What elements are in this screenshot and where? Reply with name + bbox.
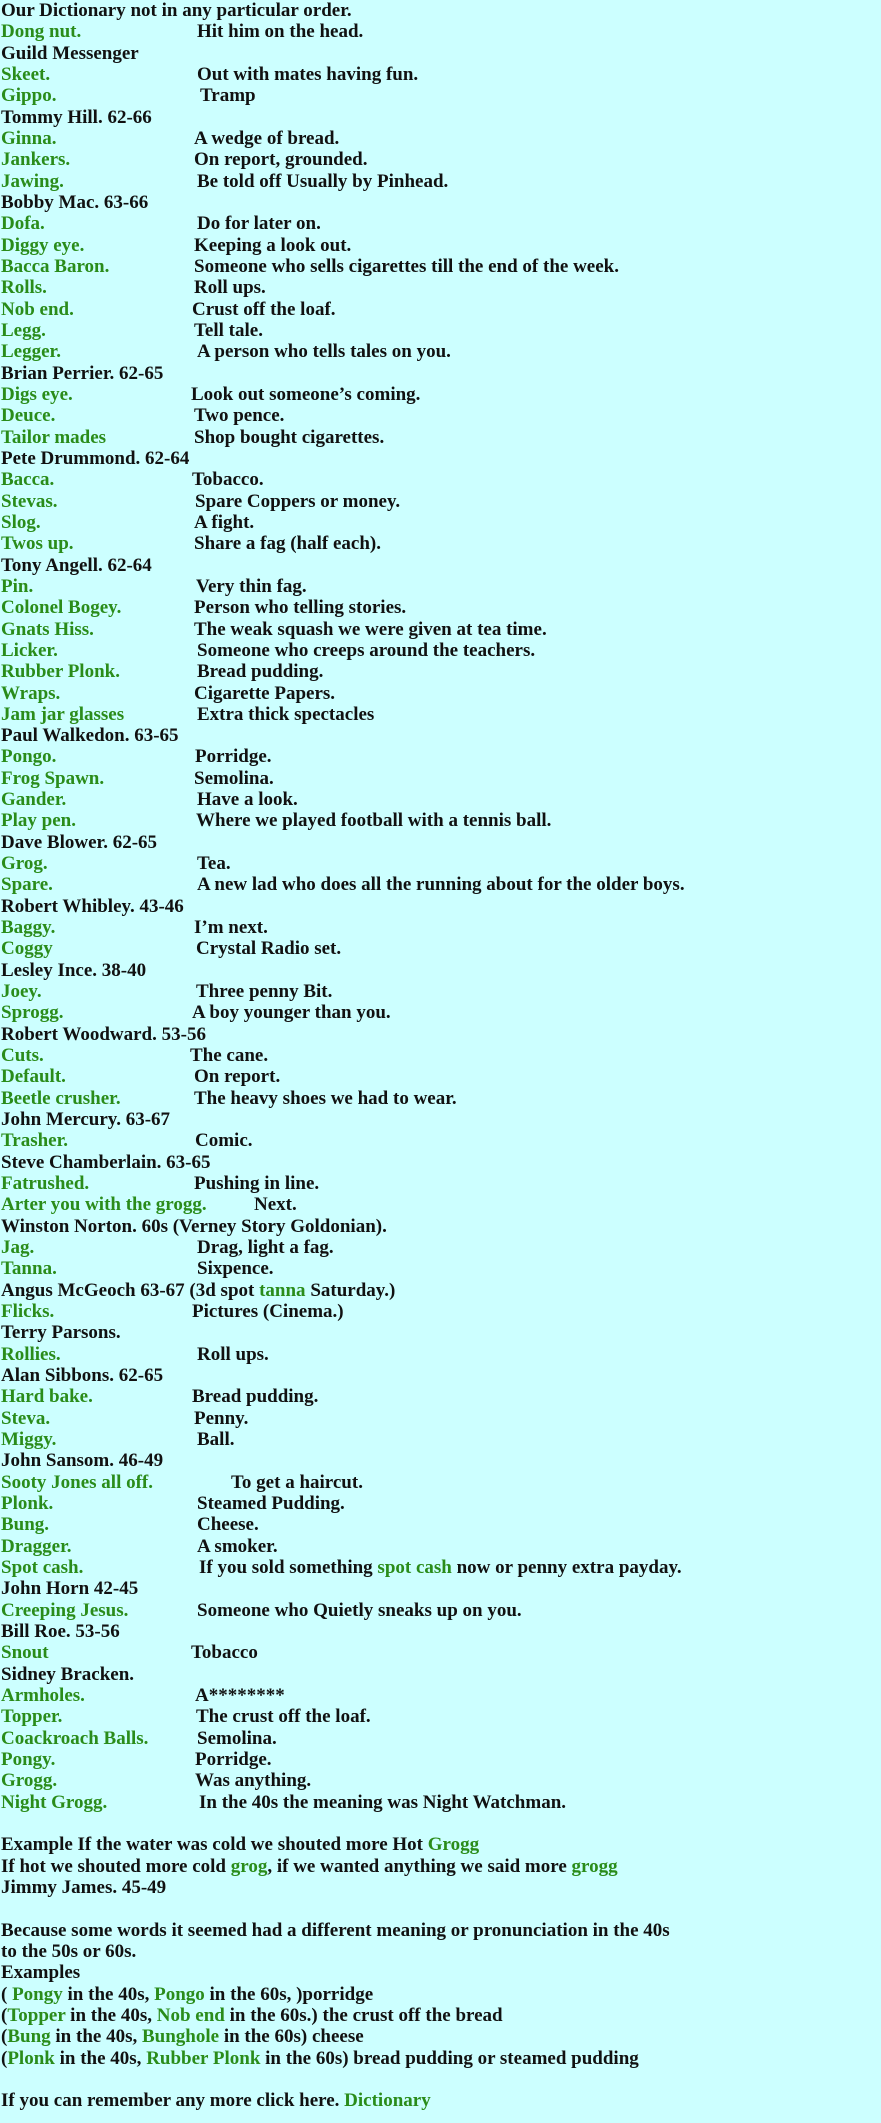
definition-text: If you sold something: [199, 1556, 378, 1578]
entry-definition: Three penny Bit.: [196, 981, 333, 1003]
entry-term: Diggy eye.: [1, 234, 85, 256]
dictionary-entry: [1, 1493, 881, 1514]
dictionary-entry: [1, 1792, 881, 1813]
entry-term: Fatrushed.: [1, 1173, 90, 1195]
contributor-name: Steve Chamberlain. 63-65: [1, 1151, 211, 1173]
entry-term: Dofa.: [1, 213, 45, 235]
entry-definition: A smoker.: [197, 1535, 278, 1557]
entry-term: Wraps.: [1, 682, 61, 704]
entry-term: Frog Spawn.: [1, 767, 105, 789]
contributor-name: Brian Perrier. 62-65: [1, 362, 164, 384]
entry-term: Grogg.: [1, 1770, 58, 1792]
entry-definition: Tell tale.: [194, 319, 263, 341]
entry-definition: Cheese.: [197, 1514, 259, 1536]
entry-term: Pin.: [1, 575, 34, 597]
dictionary-link[interactable]: Dictionary: [344, 2090, 431, 2112]
entry-definition: Comic.: [195, 1130, 253, 1152]
spacer: [1, 2069, 881, 2090]
dictionary-entry: [1, 299, 881, 320]
variant-term-40s: Topper: [7, 2004, 66, 2026]
entry-term: Joey.: [1, 981, 42, 1003]
dictionary-entry: [1, 1173, 881, 1194]
footer-text: If you can remember any more click here.: [1, 2090, 345, 2112]
contributor-name: Terry Parsons.: [1, 1322, 121, 1344]
entry-definition: A new lad who does all the running about for the older boys.: [197, 874, 685, 896]
entry-term: Jankers.: [1, 149, 71, 171]
dictionary-entry: [1, 810, 881, 831]
dictionary-entry: [1, 1429, 881, 1450]
example-term: grog: [230, 1855, 268, 1877]
entry-term: Digs eye.: [1, 383, 73, 405]
entry-term: Jag.: [1, 1237, 35, 1259]
entry-definition: Ball.: [197, 1428, 235, 1450]
dictionary-entry: [1, 149, 881, 170]
example-text: If hot we shouted more cold: [1, 1855, 231, 1877]
entry-term: Pongo.: [1, 746, 57, 768]
entry-definition: A wedge of bread.: [194, 127, 340, 149]
dictionary-entry: [1, 277, 881, 298]
dictionary-entry: [1, 1728, 881, 1749]
dictionary-entry: [1, 789, 881, 810]
dictionary-entry: [1, 683, 881, 704]
entry-definition: The weak squash we were given at tea time.: [194, 618, 547, 640]
dictionary-entry: [1, 640, 881, 661]
variant-text: in the 60s.) the crust off the bread: [224, 2004, 503, 2026]
entry-definition: Crust off the loaf.: [192, 298, 336, 320]
dictionary-entry: [1, 64, 881, 85]
dictionary-entry: [1, 405, 881, 426]
dictionary-entry: [1, 874, 881, 895]
entry-definition: Bread pudding.: [192, 1386, 319, 1408]
footer-line: [1, 2090, 881, 2111]
entry-definition: Next.: [254, 1194, 297, 1216]
dictionary-entry: [1, 768, 881, 789]
entry-term: Topper.: [1, 1706, 63, 1728]
entry-definition: Do for later on.: [197, 213, 321, 235]
dictionary-entry: [1, 1386, 881, 1407]
dictionary-entry: [1, 384, 881, 405]
dictionary-entry: [1, 1472, 881, 1493]
dictionary-entry: [1, 1408, 881, 1429]
variant-term-60s: Bunghole: [141, 2026, 220, 2048]
entry-term: Armholes.: [1, 1684, 85, 1706]
variant-text: in the 60s, )porridge: [204, 1983, 374, 2005]
contributor-name: Robert Whibley. 43-46: [1, 895, 184, 917]
entry-term: Cuts.: [1, 1045, 44, 1067]
contributor-name: Sidney Bracken.: [1, 1663, 135, 1685]
entry-definition: Someone who creeps around the teachers.: [197, 639, 536, 661]
entry-term: Ginna.: [1, 127, 57, 149]
entry-definition: Share a fag (half each).: [194, 533, 381, 555]
entry-definition: The cane.: [190, 1045, 269, 1067]
definition-text: now or penny extra payday.: [451, 1556, 682, 1578]
variants-list: [1, 1984, 881, 2069]
dictionary-entry: [1, 85, 881, 106]
variant-text: (: [1, 1983, 13, 2005]
spacer: [1, 1813, 881, 1834]
entry-definition: Pictures (Cinema.): [192, 1301, 344, 1323]
contributor-name: Robert Woodward. 53-56: [1, 1023, 206, 1045]
entry-definition: Penny.: [194, 1407, 249, 1429]
dictionary-entry: [1, 512, 881, 533]
entry-definition: Person who telling stories.: [194, 597, 407, 619]
entry-definition: Crystal Radio set.: [196, 938, 342, 960]
variant-text: in the 60s) bread pudding or steamed pudding: [260, 2047, 639, 2069]
contributor-name: John Mercury. 63-67: [1, 1109, 171, 1131]
dictionary-entry: [1, 533, 881, 554]
dictionary-entry: [1, 1002, 881, 1023]
entry-definition: Roll ups.: [197, 1343, 269, 1365]
dictionary-entry: [1, 320, 881, 341]
variant-term-40s: Pongy: [12, 1983, 63, 2005]
variant-term-60s: Rubber Plonk: [146, 2047, 261, 2069]
entry-term: Pongy.: [1, 1748, 56, 1770]
dictionary-entry: [1, 128, 881, 149]
entry-definition: A fight.: [194, 511, 255, 533]
variant-row: [1, 2026, 881, 2047]
contributor-name: Winston Norton. 60s (Verney Story Goldonian).: [1, 1215, 387, 1237]
entry-term: Play pen.: [1, 810, 76, 832]
example-term: grogg: [571, 1855, 618, 1877]
entry-term: Trasher.: [1, 1130, 69, 1152]
entry-definition: Two pence.: [194, 405, 285, 427]
dictionary-entry: [1, 256, 881, 277]
example-text: , if we wanted anything we said more: [267, 1855, 572, 1877]
entry-definition: Someone who sells cigarettes till the end of the week.: [194, 255, 619, 277]
entry-term: Deuce.: [1, 405, 56, 427]
entry-definition: Porridge.: [195, 1748, 272, 1770]
entry-term: Dong nut.: [1, 21, 82, 43]
dictionary-entry: [1, 1514, 881, 1535]
entry-term: Beetle crusher.: [1, 1087, 121, 1109]
entry-definition: Pushing in line.: [194, 1173, 320, 1195]
entry-term: Gnats Hiss.: [1, 618, 94, 640]
entry-definition: Bread pudding.: [197, 661, 324, 683]
entry-term: Tanna.: [1, 1258, 57, 1280]
entry-definition: Was anything.: [195, 1770, 312, 1792]
entry-term: Rubber Plonk.: [1, 661, 120, 683]
variant-term-40s: Bung: [7, 2026, 51, 2048]
entry-term: Creeping Jesus.: [1, 1599, 129, 1621]
entry-definition: The heavy shoes we had to wear.: [194, 1087, 457, 1109]
entry-term: Sooty Jones all off.: [1, 1471, 153, 1493]
entry-term: Nob end.: [1, 298, 74, 320]
entry-definition: Tobacco.: [192, 469, 264, 491]
dictionary-entry: [1, 427, 881, 448]
contributor-name: Bobby Mac. 63-66: [1, 191, 149, 213]
dictionary-entry: [1, 938, 881, 959]
dictionary-entry: [1, 981, 881, 1002]
inline-term: spot cash: [377, 1556, 452, 1578]
entry-definition: Steamed Pudding.: [197, 1492, 345, 1514]
entry-definition: Porridge.: [195, 746, 272, 768]
variant-text: in the 60s) cheese: [219, 2026, 364, 2048]
example-line-1: [1, 1834, 881, 1855]
variant-term-60s: Pongo: [154, 1983, 205, 2005]
dictionary-entry: [1, 917, 881, 938]
dictionary-entry: [1, 21, 881, 42]
dictionary-entry: [1, 1749, 881, 1770]
dictionary-entry: [1, 853, 881, 874]
entry-definition: Tramp: [200, 85, 256, 107]
variants-label: Examples: [1, 1962, 81, 1984]
entry-term: Plonk.: [1, 1492, 54, 1514]
dictionary-entry: [1, 213, 881, 234]
entry-term: Night Grogg.: [1, 1791, 108, 1813]
dictionary-entry: [1, 469, 881, 490]
entry-term: Legg.: [1, 319, 46, 341]
dictionary-entry: [1, 1066, 881, 1087]
entry-term: Dragger.: [1, 1535, 72, 1557]
variant-row: [1, 2048, 881, 2069]
entry-definition: Keeping a look out.: [194, 234, 352, 256]
entry-definition: Spare Coppers or money.: [195, 490, 401, 512]
dictionary-entry: [1, 1045, 881, 1066]
contributor-name: Alan Sibbons. 62-65: [1, 1365, 164, 1386]
dictionary-entry: [1, 597, 881, 618]
variant-row: [1, 1984, 881, 2005]
dictionary-entry: [1, 1642, 881, 1663]
dictionary-entry: [1, 1237, 881, 1258]
entry-definition: I’m next.: [194, 917, 268, 939]
entry-term: Sprogg.: [1, 1002, 64, 1024]
contributor-name: Paul Walkedon. 63-65: [1, 725, 179, 747]
entry-term: Snout: [1, 1642, 49, 1664]
dictionary-entry: [1, 341, 881, 362]
dictionary-entry: [1, 1770, 881, 1791]
entry-definition: A person who tells tales on you.: [197, 341, 451, 363]
entry-definition: Drag, light a fag.: [197, 1237, 334, 1259]
variant-text: in the 40s,: [65, 2004, 157, 2026]
entry-definition: Be told off Usually by Pinhead.: [197, 170, 449, 192]
entry-definition: Hit him on the head.: [197, 21, 364, 43]
contributor-name: John Sansom. 46-49: [1, 1450, 164, 1472]
entry-definition: Shop bought cigarettes.: [194, 426, 385, 448]
contributor-name: Pete Drummond. 62-64: [1, 447, 190, 469]
variant-term-40s: Plonk: [7, 2047, 55, 2069]
entry-term: Arter you with the grogg.: [1, 1194, 207, 1216]
entry-term: Spot cash.: [1, 1556, 84, 1578]
entry-definition: Look out someone’s coming.: [191, 383, 421, 405]
entry-definition: Someone who Quietly sneaks up on you.: [197, 1599, 522, 1621]
entry-definition: [199, 1557, 682, 1578]
entry-definition: On report.: [194, 1066, 281, 1088]
entry-definition: The crust off the loaf.: [196, 1706, 371, 1728]
spacer: [1, 1898, 881, 1919]
entry-term: Miggy.: [1, 1428, 57, 1450]
entry-term: Stevas.: [1, 490, 58, 512]
entry-definition: Out with mates having fun.: [197, 63, 419, 85]
entry-definition: A********: [195, 1684, 285, 1706]
entry-definition: Tea.: [197, 853, 231, 875]
contributor-name: Bill Roe. 53-56: [1, 1620, 120, 1642]
entry-definition: Tobacco: [191, 1642, 258, 1664]
dictionary-entry: [1, 1536, 881, 1557]
entry-term: Jam jar glasses: [1, 703, 125, 725]
variant-term-60s: Nob end: [156, 2004, 225, 2026]
dictionary-entry: [1, 1557, 881, 1578]
entry-definition: To get a haircut.: [231, 1471, 363, 1493]
contributor-text: Angus McGeoch 63-67 (3d spot: [1, 1279, 260, 1301]
entry-definition: Extra thick spectacles: [197, 703, 375, 725]
dictionary-entry: [1, 1088, 881, 1109]
entry-term: Baggy.: [1, 917, 56, 939]
entry-definition: Semolina.: [194, 767, 274, 789]
variant-text: (: [1, 2047, 8, 2069]
entry-term: Grog.: [1, 853, 48, 875]
entry-term: Licker.: [1, 639, 58, 661]
entry-term: Spare.: [1, 874, 53, 896]
example-attribution: Jimmy James. 45-49: [1, 1876, 167, 1898]
entry-definition: Semolina.: [197, 1727, 277, 1749]
dictionary-entry: [1, 1258, 881, 1279]
page-heading: Our Dictionary not in any particular order.: [1, 0, 352, 21]
dictionary-entry: [1, 661, 881, 682]
dictionary-entry: [1, 235, 881, 256]
contributor-name: Lesley Ince. 38-40: [1, 959, 147, 981]
entry-definition: Where we played football with a tennis ball.: [196, 810, 552, 832]
contributor-name: John Horn 42-45: [1, 1578, 139, 1600]
dictionary-entry: [1, 1706, 881, 1727]
entry-term: Gander.: [1, 789, 67, 811]
contributor-name: Guild Messenger: [1, 42, 139, 64]
dictionary-entry: [1, 1194, 881, 1215]
dictionary-entry: [1, 1344, 881, 1365]
contributor-name: Tony Angell. 62-64: [1, 554, 152, 576]
entry-term: Hard bake.: [1, 1386, 93, 1408]
contributor-name: Tommy Hill. 62-66: [1, 106, 152, 128]
entry-definition: Very thin fag.: [196, 575, 307, 597]
inline-term: tanna: [259, 1279, 306, 1301]
dictionary-entry: [1, 746, 881, 767]
entry-term: Flicks.: [1, 1301, 55, 1323]
entry-term: Twos up.: [1, 533, 74, 555]
entry-term: Jawing.: [1, 170, 64, 192]
variants-intro-1: Because some words it seemed had a different meaning or pronunciation in the 40s: [1, 1919, 670, 1941]
dictionary-entry: [1, 1301, 881, 1322]
entry-definition: Have a look.: [197, 789, 298, 811]
entry-definition: Cigarette Papers.: [194, 682, 336, 704]
entry-definition: A boy younger than you.: [192, 1002, 391, 1024]
entry-term: Default.: [1, 1066, 66, 1088]
entry-definition: In the 40s the meaning was Night Watchman.: [199, 1791, 567, 1813]
entry-term: Gippo.: [1, 85, 57, 107]
example-term: Grogg: [427, 1834, 480, 1856]
entries-list: [1, 21, 881, 1813]
entry-term: Slog.: [1, 511, 41, 533]
entry-term: Bacca.: [1, 469, 55, 491]
entry-term: Rolls.: [1, 277, 47, 299]
entry-definition: Roll ups.: [194, 277, 266, 299]
entry-term: Colonel Bogey.: [1, 597, 122, 619]
dictionary-entry: [1, 704, 881, 725]
variants-intro-2: to the 50s or 60s.: [1, 1940, 137, 1962]
entry-term: Bacca Baron.: [1, 255, 110, 277]
entry-term: Legger.: [1, 341, 61, 363]
entry-term: Tailor mades: [1, 426, 107, 448]
variant-text: (: [1, 2004, 8, 2026]
variant-row: [1, 2005, 881, 2026]
entry-term: Steva.: [1, 1407, 51, 1429]
entry-term: Rollies.: [1, 1343, 61, 1365]
entry-term: Coggy: [1, 938, 53, 960]
example-line-2: [1, 1856, 881, 1877]
contributor-name: Dave Blower. 62-65: [1, 831, 158, 853]
entry-definition: Sixpence.: [197, 1258, 274, 1280]
contributor-name: [1, 1280, 881, 1301]
entry-term: Coackroach Balls.: [1, 1727, 149, 1749]
entry-term: Bung.: [1, 1514, 50, 1536]
variant-text: in the 40s,: [62, 1983, 155, 2005]
dictionary-entry: [1, 1130, 881, 1151]
dictionary-entry: [1, 619, 881, 640]
entry-term: Skeet.: [1, 63, 51, 85]
variant-text: in the 40s,: [54, 2047, 147, 2069]
example-text: Example If the water was cold we shouted more Hot: [1, 1834, 428, 1856]
variant-text: (: [1, 2026, 8, 2048]
dictionary-entry: [1, 171, 881, 192]
dictionary-entry: [1, 491, 881, 512]
dictionary-entry: [1, 1600, 881, 1621]
variant-text: in the 40s,: [50, 2026, 142, 2048]
dictionary-entry: [1, 1685, 881, 1706]
contributor-text: Saturday.): [305, 1279, 396, 1301]
entry-definition: On report, grounded.: [194, 149, 368, 171]
dictionary-entry: [1, 576, 881, 597]
